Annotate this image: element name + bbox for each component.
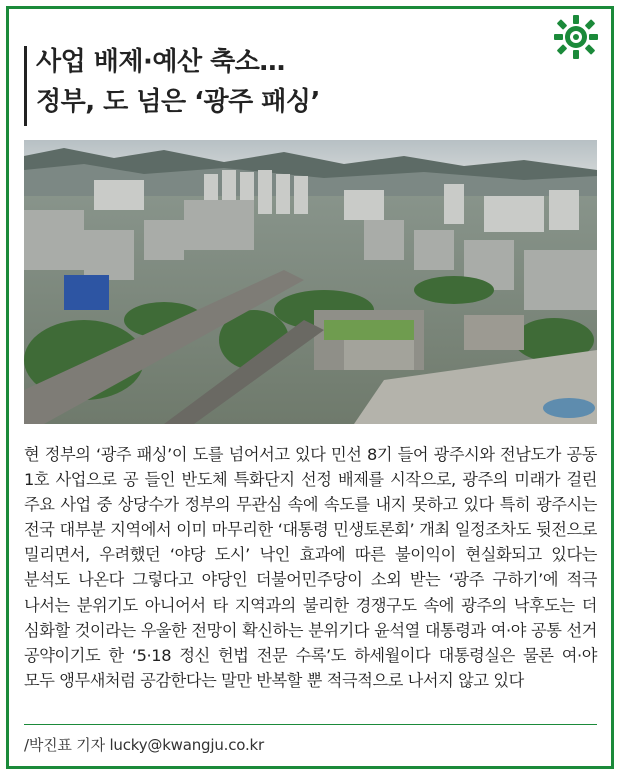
aerial-city-photo — [24, 140, 597, 424]
headline-line-2: 정부, 도 넘은 ‘광주 패싱’ — [36, 87, 320, 117]
footer-divider — [24, 724, 597, 725]
headline — [36, 42, 576, 122]
article-body: 현 정부의 ‘광주 패싱’이 도를 넘어서고 있다 민선 8기 들어 광주시와 전남도가 공동 1호 사업으로 공 들인 반도체 특화단지 선정 배제를 시작으로, 광주의 미래가 걸린 주요 사업 중 상당수가 정부의 무관심 속에 속도를 내지 못하고 있다 특히 광주시는 전국 대부분 지역에서 이미 마무리한 ‘대통령 민생토론회’ 개최 일정조차도 뒷전으로 밀리면서, 우려했던 ‘야당 도시’ 낙인 효과에 따른 불이익이 현실화되고 있다는 분석도 나온다 그렇다고 야당인 더불어민주당이 소외 받는 ‘광주 구하기’에 적극 나서는 분위기도 아니어서 타 지역과의 불리한 경쟁구도 속에 광주의 낙후도는 더 심화할 것이라는 우울한 전망이 확신하는 분위기다 윤석열 대통령과 여·야 공통 선거 공약이기도 한 ‘5·18 정신 헌법 전문 수록’도 하세월이다 대통령실은 물론 여·야 모두 앵무새처럼 공감한다는 말만 반복할 뿐 적극적으로 나서지 않고 있다 — [24, 445, 597, 690]
title-accent-bar — [24, 46, 27, 126]
byline: /박진표 기자 lucky@kwangju.co.kr — [24, 736, 264, 754]
headline-line-1: 사업 배제·예산 축소… — [36, 47, 285, 77]
